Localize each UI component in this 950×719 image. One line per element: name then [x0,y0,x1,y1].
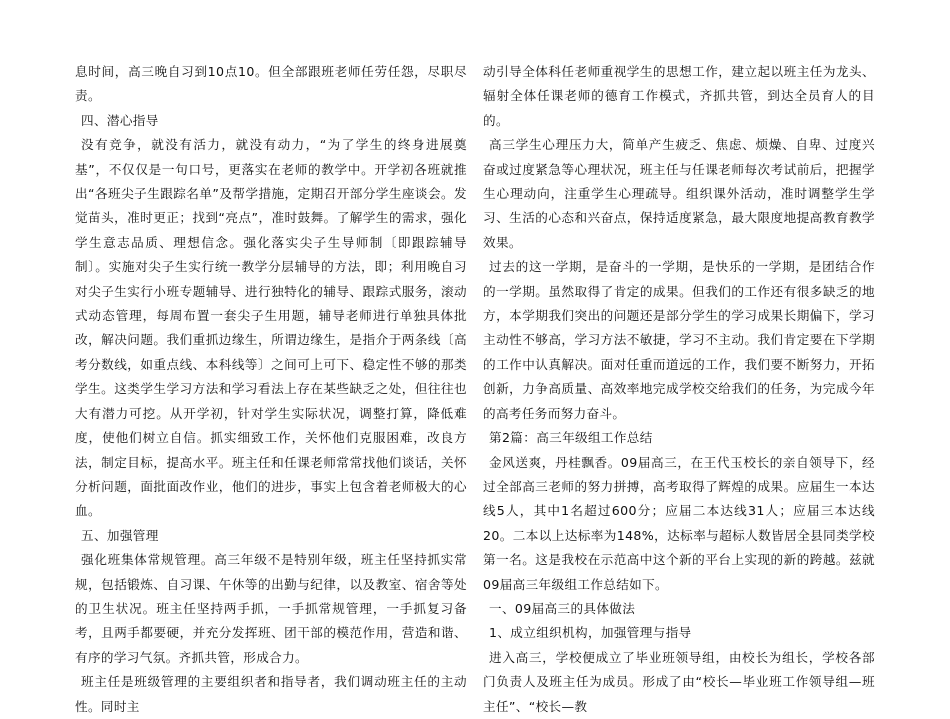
right-paragraph-5: 进入高三，学校便成立了毕业班领导组，由校长为组长，学校各部门负责人及班主任为成员。形成了由“校长—毕业班工作领导组—班主任”、“校长—教 [483,649,875,714]
right-paragraph-3: 过去的这一学期，是奋斗的一学期，是快乐的一学期，是团结合作的一学期。虽然取得了肯定的成果。但我们的工作还有很多缺乏的地方，本学期我们突出的问题还是部分学生的学习成果长期偏下，学习主动性不够高，学习方法不敏捷，学习不主动。我们肯定要在下学期的工作中认真解决。面对任重而道远的工作，我们要不断努力，开拓创新，力争高质量、高效率地完成学校交给我们的任务，为完成今年的高考任务而努力奋斗。 [483,259,875,421]
left-paragraph-1: 息时间，高三晚自习到10点10。但全部跟班老师任劳任怨，尽职尽责。 [75,64,467,104]
right-column [483,60,875,719]
part-2-title: 第2篇：高三年级组工作总结 [489,430,653,446]
right-paragraph-2: 高三学生心理压力大，简单产生疲乏、焦虑、烦燥、自卑、过度兴奋或过度紧急等心理状况，班主任与任课老师每次考试前后，把握学生心理动向，注重学生心理疏导。组织课外活动，准时调整学生学习、生活的心态和兴奋点，保持适度紧急，最大限度地提高教育教学效果。 [483,137,875,250]
section-heading-4: 四、潜心指导 [81,112,159,128]
subsection-heading-1-1: 1、成立组织机构，加强管理与指导 [489,625,692,641]
left-paragraph-2: 没有竞争，就没有活力，就没有动力，“为了学生的终身进展奠基”，不仅仅是一句口号，更落实在老师的教学中。开学初各班就推出“各班尖子生跟踪名单”及帮学措施，定期召开部分学生座谈会。发觉苗头，准时更正；找到“亮点”，准时鼓舞。了解学生的需求，强化学生意志品质、理想信念。强化落实尖子生导师制〔即跟踪辅导制〕。实施对尖子生实行统一教学分层辅导的方法，即；利用晚自习对尖子生实行小班专题辅导、进行独特化的辅导、跟踪式服务，滚动式动态管理，每周布置一套尖子生用题，辅导老师进行单独具体批改，解决问题。我们重抓边缘生，所谓边缘生，是指介于两条线〔高考分数线，如重点线、本科线等〕之间可上可下、稳定性不够的那类学生。这类学生学习方法和学习看法上存在某些缺乏之处，但往往也大有潜力可挖。从开学初，针对学生实际状况，调整打算，降低难度，使他们树立自信。抓实细致工作，关怀他们克服困难，改良方法，制定目标，提高水平。班主任和任课老师常常找他们谈话，关怀分析问题，面批面改作业，他们的进步，事实上包含着老师极大的心血。 [75,137,467,519]
left-column [75,60,467,719]
section-heading-1: 一、09届高三的具体做法 [489,600,636,616]
right-paragraph-4: 金风送爽，丹桂飘香。09届高三，在王代玉校长的亲自领导下，经过全部高三老师的努力拼搏，高考取得了辉煌的成果。应届生一本达线5人，其中1名超过600分；应届二本达线31人；应届三本达线20。二本以上达标率为148%，达标率与超标人数皆居全县同类学校第一名。这是我校在示范高中这个新的平台上实现的新的跨越。兹就09届高三年级组工作总结如下。 [483,454,875,592]
section-heading-5: 五、加强管理 [81,527,159,543]
left-paragraph-3: 强化班集体常规管理。高三年级不是特别年级，班主任坚持抓实常规，包括锻炼、自习课、午休等的出勤与纪律，以及教室、宿舍等处的卫生状况。班主任坚持两手抓，一手抓常规管理，一手抓复习备考，且两手都要硬，并充分发挥班、团干部的模范作用，营造和谐、有序的学习气氛。齐抓共管，形成合力。 [75,552,467,665]
right-paragraph-1: 动引导全体科任老师重视学生的思想工作，建立起以班主任为龙头、辐射全体任课老师的德育工作模式，齐抓共管，到达全员育人的目的。 [483,64,875,128]
left-paragraph-4: 班主任是班级管理的主要组织者和指导者，我们调动班主任的主动性。同时主 [75,674,467,714]
